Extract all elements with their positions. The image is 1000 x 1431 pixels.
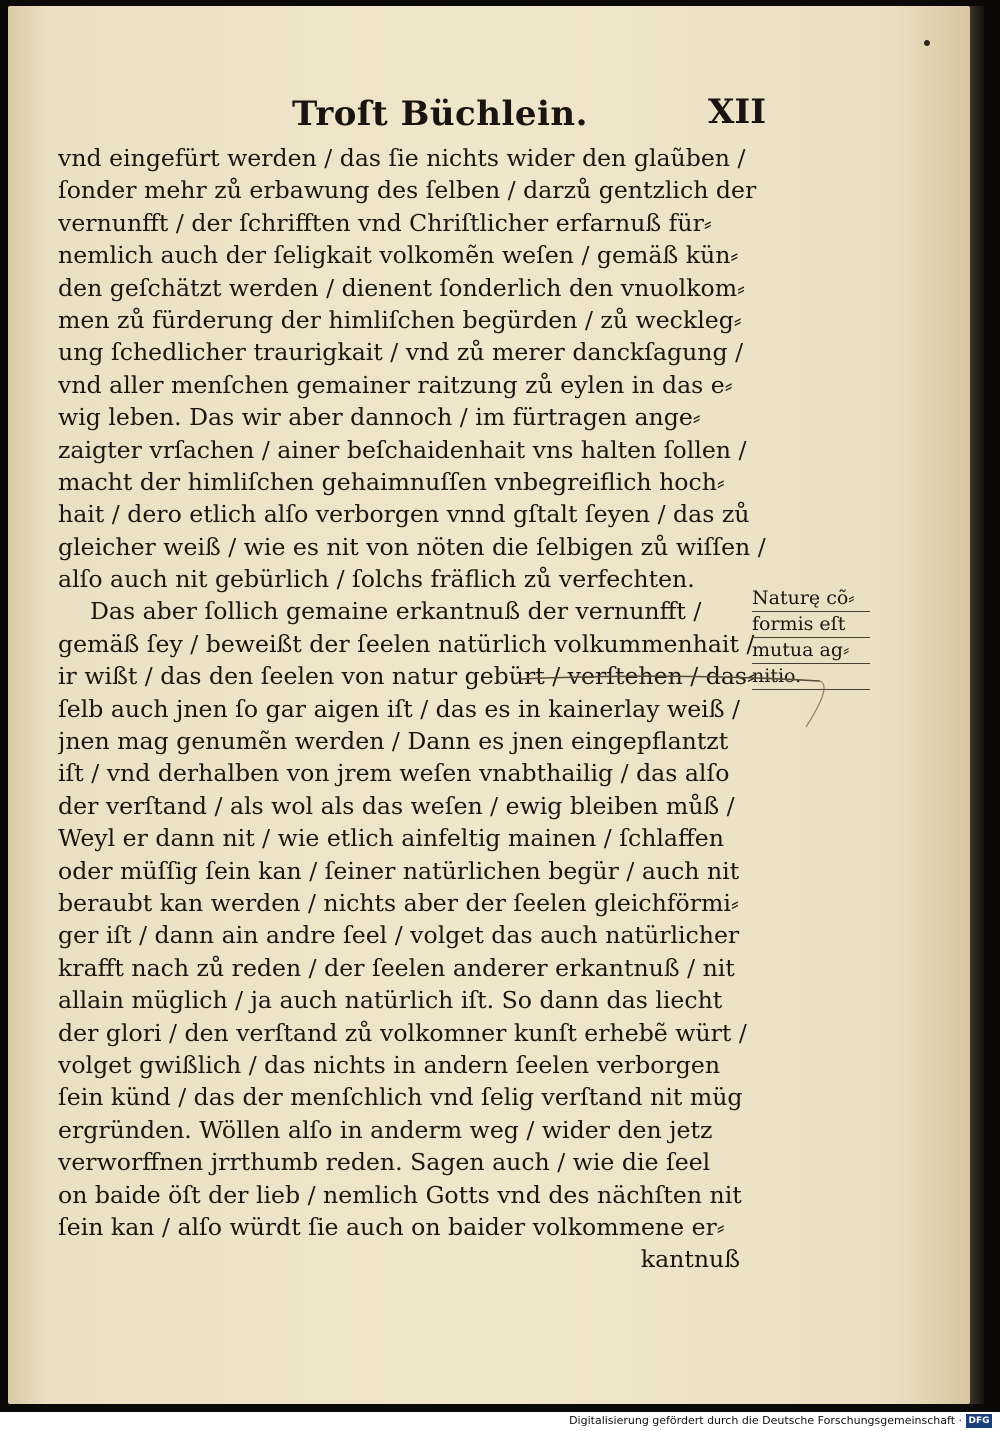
text-line: vnd aller menſchen gemainer raitzung zů eylen in das e⸗ <box>58 370 733 399</box>
text-line: ger iſt / dann ain andre ſeel / volget das auch natürlicher <box>58 921 740 950</box>
text-line: der verſtand / als wol als das weſen / ewig bleiben můß / <box>58 791 735 820</box>
running-head-title: Troſt Büchlein. <box>292 94 588 134</box>
text-line: verworffnen jrrthumb reden. Sagen auch / wie die ſeel <box>58 1148 711 1177</box>
dfg-logo: DFG <box>966 1414 992 1428</box>
text-line: volget gwißlich / das nichts in andern ſeelen verborgen <box>58 1050 721 1079</box>
text-line: hait / dero etlich alſo verborgen vnnd gſtalt ſeyen / das zů <box>58 500 750 529</box>
text-line: macht der himliſchen gehaimnuſſen vnbegreiflich hoch⸗ <box>58 467 725 496</box>
text-line: allain müglich / ja auch natürlich iſt. So dann das liecht <box>58 986 723 1015</box>
marginal-note-line: mutua ag⸗ <box>752 638 870 664</box>
text-line: ſelb auch jnen ſo gar aigen iſt / das es in kainerlay weiß / <box>58 694 740 723</box>
marginal-note-line: Naturę cõ⸗ <box>752 586 870 612</box>
handwritten-underline-mark <box>520 665 860 745</box>
digitization-credit: Digitalisierung gefördert durch die Deutsche Forschungsgemeinschaft · <box>569 1414 962 1427</box>
text-line: wig leben. Das wir aber dannoch / im fürtragen ange⸗ <box>58 403 701 432</box>
text-line: iſt / vnd derhalben von jrem weſen vnabthailig / das alſo <box>58 759 730 788</box>
marginal-note-line: formis eſt <box>752 612 870 638</box>
text-line: vnd eingefürt werden / das ſie nichts wider den glaũben / <box>58 144 746 172</box>
text-line: beraubt kan werden / nichts aber der ſeelen gleichförmi⸗ <box>58 888 739 917</box>
text-line: men zů fürderung der himliſchen begürden / zů weckleg⸗ <box>58 305 742 334</box>
text-line: der glori / den verſtand zů volkomner kunſt erhebẽ würt / <box>58 1018 747 1047</box>
text-line: krafft nach zů reden / der ſeelen anderer erkantnuß / nit <box>58 953 735 982</box>
ink-speck <box>924 40 930 46</box>
text-line: ſonder mehr zů erbawung des ſelben / darzů gentzlich der <box>58 176 757 205</box>
text-line: alſo auch nit gebürlich / ſolchs fräflich zů verfechten. <box>58 565 695 594</box>
text-line: gemäß ſey / beweißt der ſeelen natürlich volkummenhait / <box>58 629 755 658</box>
text-line: ſein kan / alſo würdt ſie auch on baider volkommene er⸗ <box>58 1212 725 1241</box>
catchword: kantnuß <box>640 1245 740 1274</box>
text-line: den geſchätzt werden / dienent ſonderlich den vnuolkom⸗ <box>58 273 745 302</box>
text-line: vernunfft / der ſchrifften vnd Chriſtlicher erfarnuß für⸗ <box>58 208 712 237</box>
text-line: jnen mag genumẽn werden / Dann es jnen eingepflantzt <box>58 727 729 756</box>
text-line: ſein künd / das der menſchlich vnd ſelig verſtand nit müg <box>58 1083 743 1112</box>
paragraph-start-line: Das aber ſollich gemaine erkantnuß der vernunfft / <box>90 597 702 626</box>
text-line: nemlich auch der ſeligkait volkomẽn weſen / gemäß kün⸗ <box>58 241 739 270</box>
text-line: ergründen. Wöllen alſo in anderm weg / wider den jetz <box>58 1115 713 1144</box>
marginal-note-line: nitio. <box>752 664 870 690</box>
text-line: zaigter vrſachen / ainer beſchaidenhait vns halten ſollen / <box>58 435 747 464</box>
text-line: gleicher weiß / wie es nit von nöten die ſelbigen zů wiſſen / <box>58 532 766 561</box>
text-line: on baide öſt der lieb / nemlich Gotts vnd des nächſten nit <box>58 1180 742 1209</box>
folio-number: XII <box>708 92 767 132</box>
text-line: ung ſchedlicher traurigkait / vnd zů merer danckſagung / <box>58 338 744 367</box>
text-line: Weyl er dann nit / wie etlich ainfeltig mainen / ſchlaffen <box>58 824 724 853</box>
text-line: ir wißt / das den ſeelen von natur gebürt / verſtehen / das⸗ <box>58 662 755 691</box>
text-line: oder müſſig ſein kan / ſeiner natürlichen begür / auch nit <box>58 856 740 885</box>
